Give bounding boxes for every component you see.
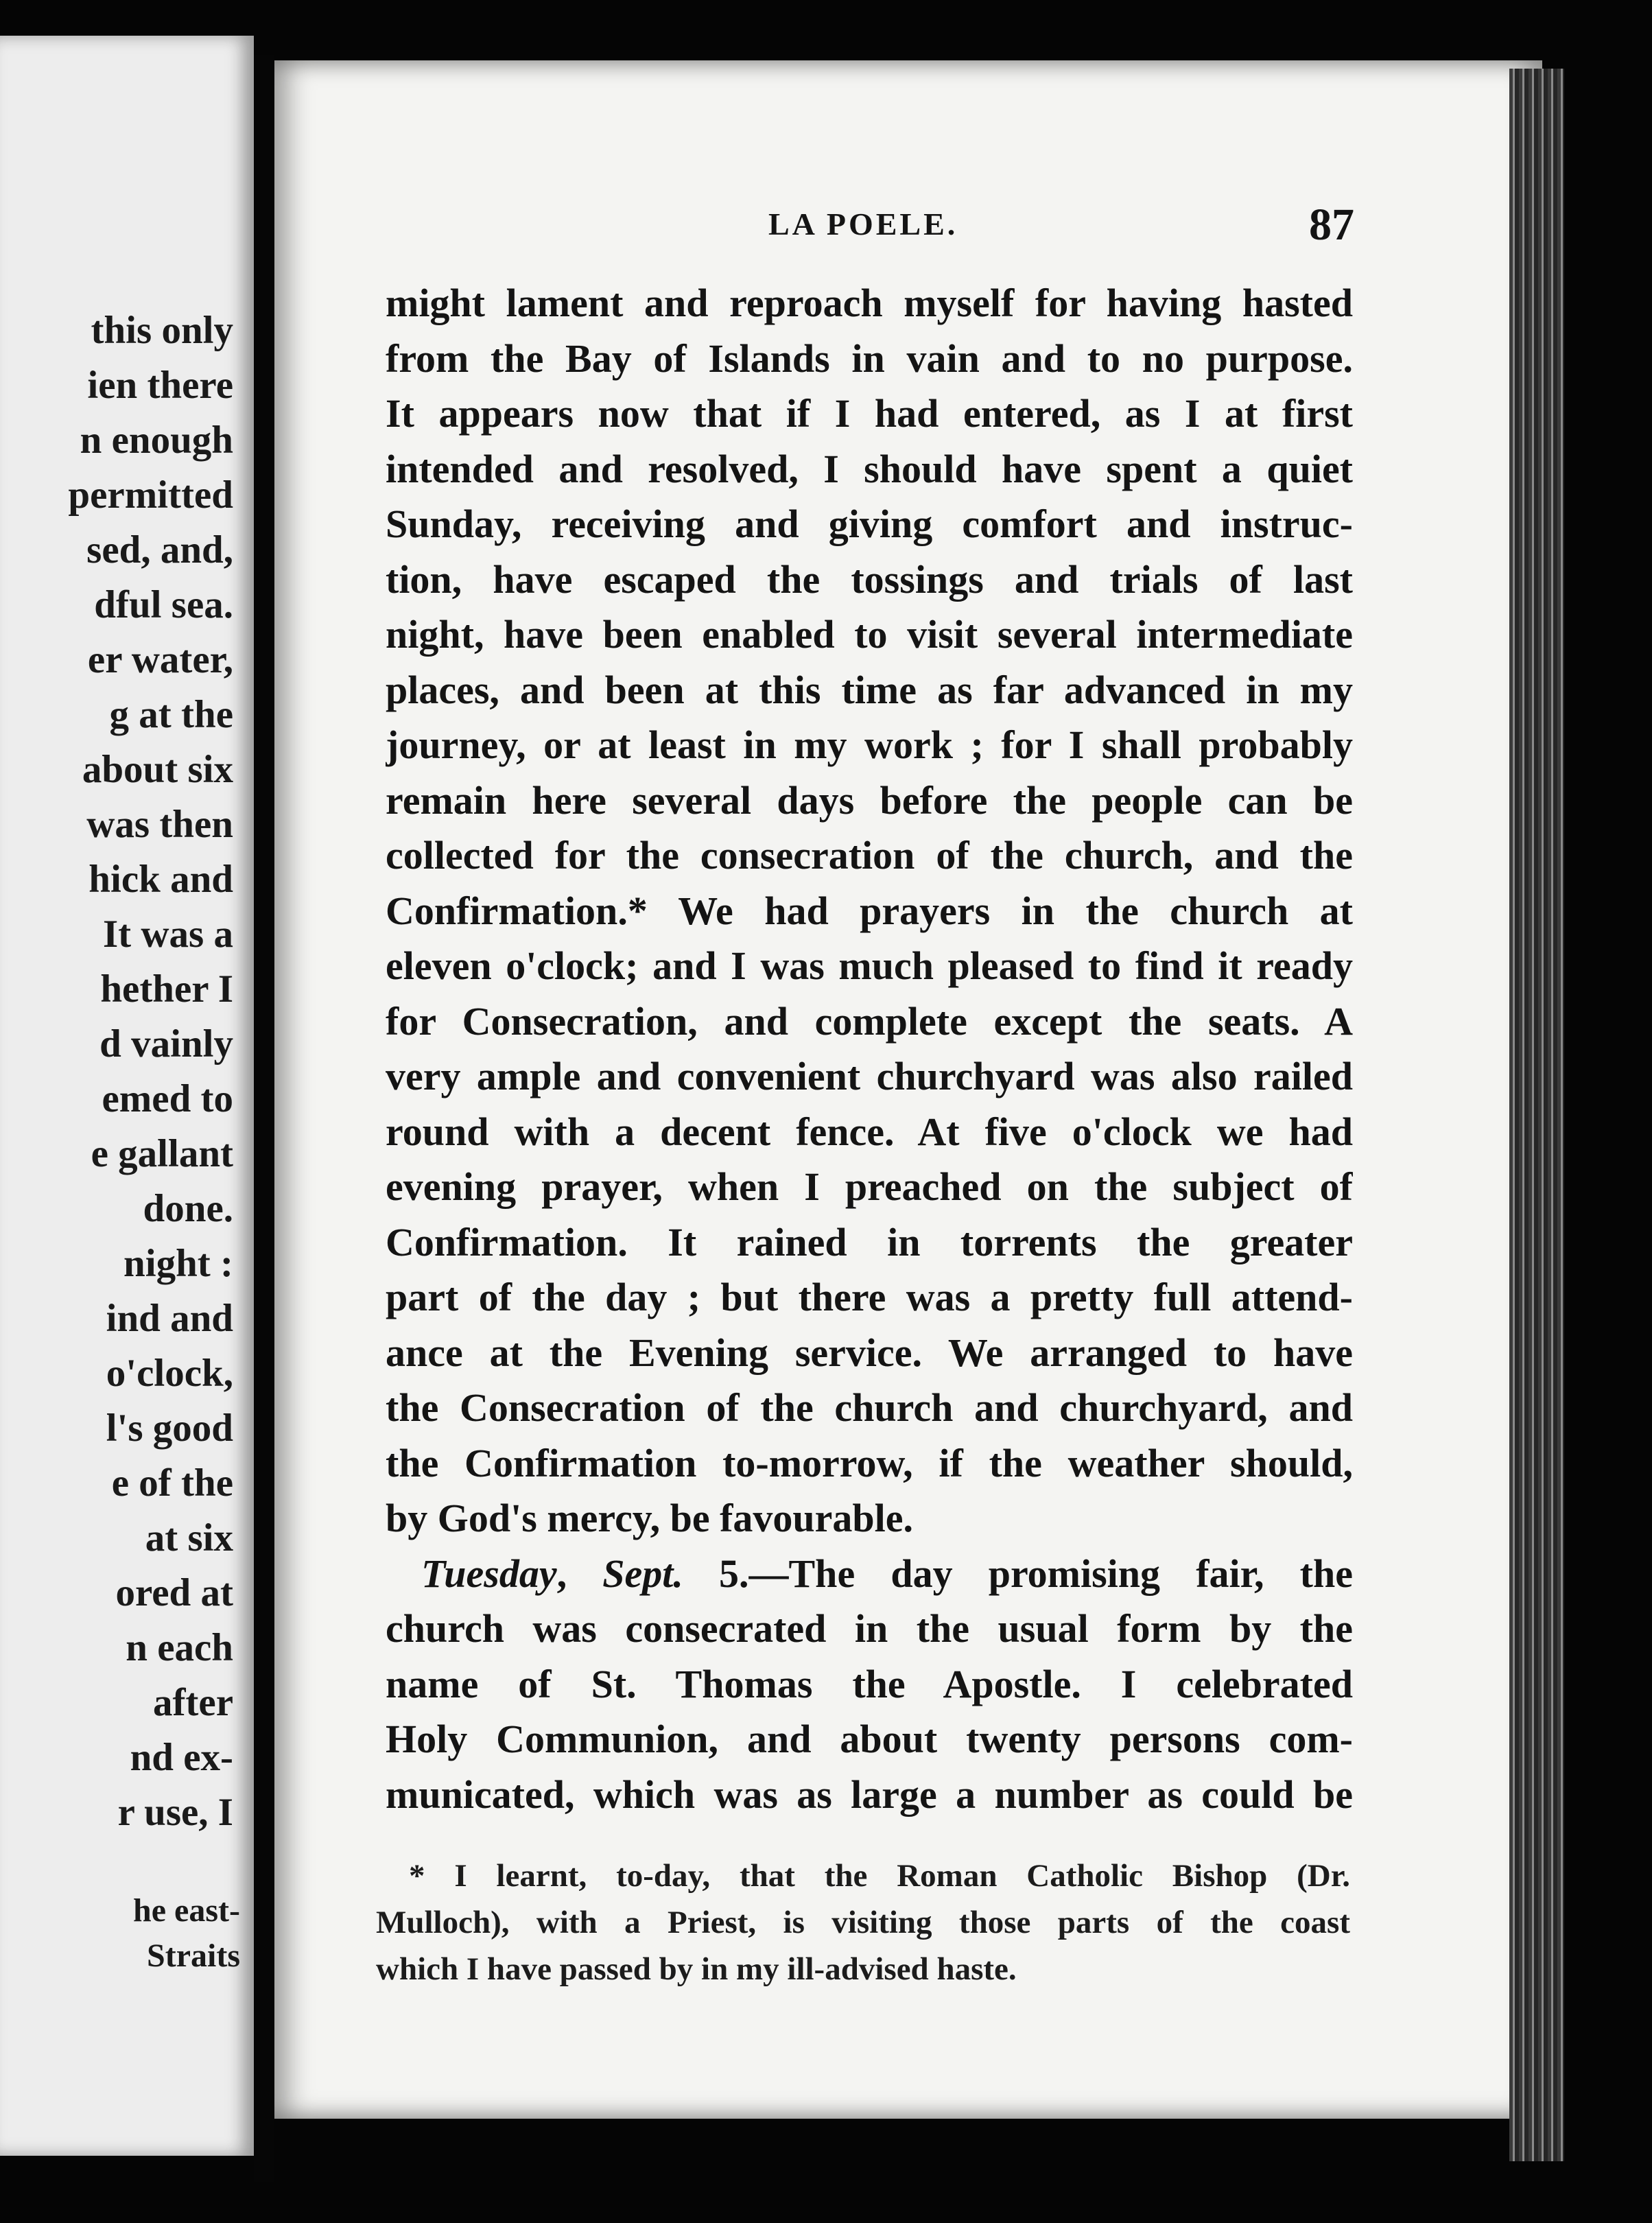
body-line: church was consecrated in the usual form by the xyxy=(386,1606,1353,1651)
left-page-line: at six xyxy=(145,1516,233,1560)
footnote-line: * I learnt, to-day, that the Roman Catholic Bishop (Dr. xyxy=(409,1858,1350,1894)
body-line: ance at the Evening service. We arranged to have xyxy=(386,1330,1353,1375)
left-page-line: e of the xyxy=(111,1461,233,1505)
body-line: from the Bay of Islands in vain and to no purpose. xyxy=(386,336,1353,381)
left-page-line: sed, and, xyxy=(86,528,233,572)
body-line: tion, have escaped the tossings and trials of last xyxy=(386,556,1353,602)
body-line: places, and been at this time as far advanced in my xyxy=(386,667,1353,712)
left-page-line: o'clock, xyxy=(106,1352,233,1395)
left-page-line: er water, xyxy=(87,638,233,681)
body-line: intended and resolved, I should have spent a quiet xyxy=(386,446,1353,491)
left-page-line: n each xyxy=(126,1626,233,1669)
body-line: journey, or at least in my work ; for I shall probably xyxy=(386,722,1353,767)
left-page-text xyxy=(0,303,233,1840)
footnote-line: which I have passed by in my ill-advised haste. xyxy=(376,1951,1017,1987)
left-page-line: ind and xyxy=(106,1297,233,1340)
left-page-note-line: he east- xyxy=(133,1892,240,1929)
left-page-footnote xyxy=(0,1888,240,1979)
left-page-line: nd ex- xyxy=(130,1736,233,1779)
left-page xyxy=(0,36,254,2156)
left-page-line: n enough xyxy=(80,419,233,462)
body-text xyxy=(386,276,1353,1822)
body-line: the Confirmation to-morrow, if the weather should, xyxy=(386,1440,1353,1485)
body-line: name of St. Thomas the Apostle. I celebrated xyxy=(386,1661,1353,1706)
body-line: It appears now that if I had entered, as I at first xyxy=(386,391,1353,436)
body-line: municated, which was as large a number as could be xyxy=(386,1772,1353,1817)
left-page-line: permitted xyxy=(68,473,233,517)
body-line: round with a decent fence. At five o'clock we had xyxy=(386,1109,1353,1154)
book-gutter xyxy=(254,55,274,2182)
body-line: evening prayer, when I preached on the subject of xyxy=(386,1164,1353,1209)
body-line: part of the day ; but there was a pretty full attend- xyxy=(386,1275,1353,1319)
left-page-line: done. xyxy=(143,1187,233,1230)
left-page-line: ien there xyxy=(87,364,233,407)
left-page-line: hether I xyxy=(100,967,233,1011)
body-line: for Consecration, and complete except the seats. A xyxy=(386,998,1353,1044)
footnote xyxy=(376,1852,1350,1992)
left-page-line: It was a xyxy=(102,913,233,956)
left-page-line: g at the xyxy=(109,693,233,736)
left-page-line: this only xyxy=(91,309,233,352)
footnote-line: Mulloch), with a Priest, is visiting those parts of the coast xyxy=(376,1905,1350,1940)
left-page-line: after xyxy=(152,1681,233,1724)
body-line: eleven o'clock; and I was much pleased to find it ready xyxy=(386,943,1353,988)
left-page-line: ored at xyxy=(115,1571,233,1614)
body-line: might lament and reproach myself for having hasted xyxy=(386,281,1353,325)
left-page-line: dful sea. xyxy=(94,583,233,626)
body-line: the Consecration of the church and churchyard, and xyxy=(386,1385,1353,1430)
page-number: 87 xyxy=(1309,200,1354,250)
left-page-line: e gallant xyxy=(91,1132,233,1175)
left-page-note-line: Straits xyxy=(147,1938,240,1974)
body-line: collected for the consecration of the church, and the xyxy=(386,833,1353,878)
left-page-line: night : xyxy=(123,1242,233,1285)
left-page-line: hick and xyxy=(88,858,233,901)
left-page-line: emed to xyxy=(102,1077,233,1120)
body-line: by God's mercy, be favourable. xyxy=(386,1496,914,1540)
left-page-line: l's good xyxy=(106,1407,233,1450)
page-edges xyxy=(1509,69,1564,2161)
body-line: Holy Communion, and about twenty persons com- xyxy=(386,1717,1353,1761)
left-page-line: was then xyxy=(86,803,233,846)
left-page-line: about six xyxy=(82,748,233,791)
body-line: night, have been enabled to visit several intermediate xyxy=(386,612,1353,657)
left-page-line: d vainly xyxy=(99,1022,233,1066)
body-line: Tuesday, Sept. 5.—The day promising fair, the xyxy=(421,1551,1353,1596)
running-head: LA POELE. xyxy=(768,207,958,242)
body-line: Confirmation. It rained in torrents the greater xyxy=(386,1219,1353,1265)
body-line: Confirmation.* We had prayers in the church at xyxy=(386,888,1353,933)
body-line: Sunday, receiving and giving comfort and instruc- xyxy=(386,502,1353,546)
body-line: very ample and convenient churchyard was also railed xyxy=(386,1054,1353,1098)
body-line: remain here several days before the people can be xyxy=(386,777,1353,823)
left-page-line: r use, I xyxy=(117,1791,233,1834)
